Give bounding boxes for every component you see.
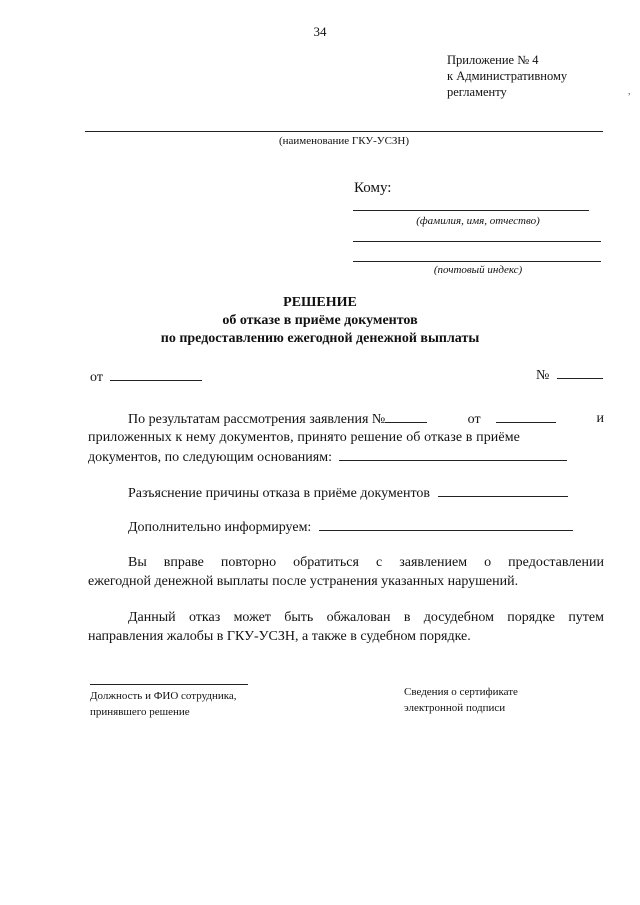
date-field <box>90 368 202 386</box>
number-blank <box>557 366 603 379</box>
paragraph-5-line-2: направления жалобы в ГКУ-УСЗН, а также в судебном порядке. <box>88 629 471 644</box>
date-blank <box>110 368 202 381</box>
paragraph-5-line-1: Данный отказ может быть обжалован в досудебном порядке путем <box>128 610 604 625</box>
org-name-line <box>85 131 603 132</box>
signature-line <box>90 684 248 685</box>
paragraph-2 <box>128 484 568 503</box>
paragraph-1-line-2: приложенных к нему документов, принято решение об отказе в приёме <box>88 430 520 445</box>
decision-title: РЕШЕНИЕ <box>283 295 357 310</box>
signature-right <box>404 684 518 716</box>
signature-right-line-1: Сведения о сертификате <box>404 686 518 698</box>
page-number: 34 <box>313 24 327 39</box>
org-name-caption: (наименование ГКУ-УСЗН) <box>278 135 410 147</box>
p3-text: Дополнительно информируем: <box>128 520 312 535</box>
recipient-fio-caption: (фамилия, имя, отчество) <box>416 215 540 227</box>
paragraph-3 <box>128 518 573 537</box>
p2-text: Разъяснение причины отказа в приёме документов <box>128 486 431 501</box>
paragraph-4-line-1: Вы вправе повторно обратиться с заявлением о предоставлении <box>128 555 604 570</box>
reason-explanation-blank <box>438 484 568 497</box>
paragraph-1-line-3 <box>88 448 567 467</box>
appendix-line-2: к Административному <box>447 69 568 83</box>
paragraph-1-line-1 <box>128 410 604 429</box>
grounds-blank <box>339 448 567 461</box>
recipient-postal-caption: (почтовый индекс) <box>433 264 523 276</box>
signature-left <box>90 688 237 720</box>
edge-mark: , <box>628 86 631 97</box>
application-date-blank <box>496 410 556 423</box>
p1-and: и <box>596 411 604 426</box>
recipient-label: Кому: <box>354 180 392 196</box>
p1-from: от <box>467 412 481 427</box>
decision-subtitle-2: по предоставлению ежегодной денежной выплаты <box>160 331 480 346</box>
p1-line-3-text: документов, по следующим основаниям: <box>88 450 332 465</box>
recipient-address-line <box>353 241 601 242</box>
signature-right-line-2: электронной подписи <box>404 702 506 714</box>
signature-left-line-1: Должность и ФИО сотрудника, <box>90 690 237 702</box>
date-prefix: от <box>90 370 103 385</box>
p1-start: По результатам рассмотрения заявления № <box>128 412 386 427</box>
appendix-reference <box>447 52 567 100</box>
number-prefix: № <box>536 368 550 383</box>
recipient-postal-line <box>353 261 601 262</box>
appendix-line-3: регламенту <box>447 85 507 99</box>
number-field <box>536 366 603 384</box>
recipient-fio-line <box>353 210 589 211</box>
decision-subtitle-1: об отказе в приёме документов <box>222 313 418 328</box>
paragraph-4-line-2: ежегодной денежной выплаты после устранения указанных нарушений. <box>88 574 519 589</box>
appendix-line-1: Приложение № 4 <box>447 53 539 67</box>
signature-left-line-2: принявшего решение <box>90 706 190 718</box>
application-number-blank <box>385 410 427 423</box>
additional-info-blank <box>319 518 573 531</box>
